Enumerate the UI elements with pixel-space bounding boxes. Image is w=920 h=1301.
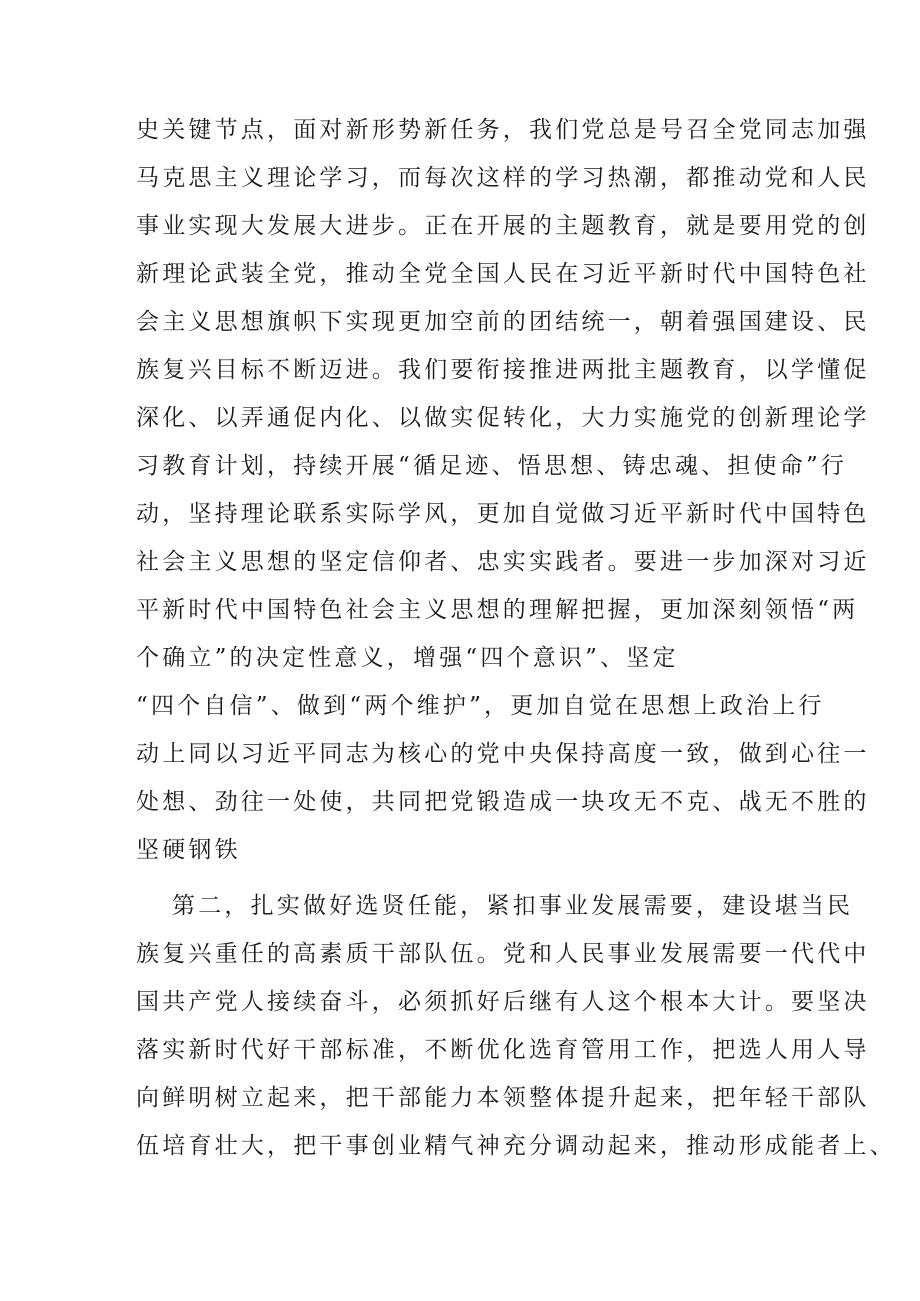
- text-line: 会主义思想旗帜下实现更加空前的团结统一，朝着强国建设、民: [136, 309, 870, 335]
- text-line: 习教育计划，持续开展“循足迹、悟思想、铸忠魂、担使命”行: [136, 453, 848, 479]
- text-line: 国共产党人接续奋斗，必须抓好后继有人这个根本大计。要坚决: [136, 989, 870, 1015]
- text-line: 马克思主义理论学习，而每次这样的学习热潮，都推动党和人民: [136, 165, 870, 191]
- text-line: “四个自信”、做到“两个维护”，更加自觉在思想上政治上行: [136, 693, 825, 719]
- text-line: 社会主义思想的坚定信仰者、忠实实践者。要进一步加深对习近: [136, 549, 870, 575]
- text-line: 向鲜明树立起来，把干部能力本领整体提升起来，把年轻干部队: [136, 1085, 870, 1111]
- text-line: 动，坚持理论联系实际学风，更加自觉做习近平新时代中国特色: [136, 501, 870, 527]
- text-line: 史关键节点，面对新形势新任务，我们党总是号召全党同志加强: [136, 117, 870, 143]
- text-line: 新理论武装全党，推动全党全国人民在习近平新时代中国特色社: [136, 261, 870, 287]
- text-line: 动上同以习近平同志为核心的党中央保持高度一致，做到心往一: [136, 741, 870, 767]
- text-line: 深化、以弄通促内化、以做实促转化，大力实施党的创新理论学: [136, 405, 870, 431]
- text-line: 事业实现大发展大进步。正在开展的主题教育，就是要用党的创: [136, 213, 870, 239]
- text-line: 平新时代中国特色社会主义思想的理解把握，更加深刻领悟“两: [136, 597, 859, 623]
- text-line: 伍培育壮大，把干事创业精气神充分调动起来，推动形成能者上、: [136, 1133, 896, 1159]
- text-line: 个确立”的决定性意义，增强“四个意识”、坚定: [136, 645, 679, 671]
- text-line: 族复兴重任的高素质干部队伍。党和人民事业发展需要一代代中: [136, 941, 870, 967]
- text-line: 落实新时代好干部标准，不断优化选育管用工作，把选人用人导: [136, 1037, 870, 1063]
- paragraph-first-line: 第二，扎实做好选贤任能，紧扣事业发展需要，建设堪当民: [172, 893, 854, 919]
- text-line: 处想、劲往一处使，共同把党锻造成一块攻无不克、战无不胜的: [136, 789, 870, 815]
- text-line: 坚硬钢铁: [136, 837, 241, 863]
- text-line: 族复兴目标不断迈进。我们要衔接推进两批主题教育，以学懂促: [136, 357, 870, 383]
